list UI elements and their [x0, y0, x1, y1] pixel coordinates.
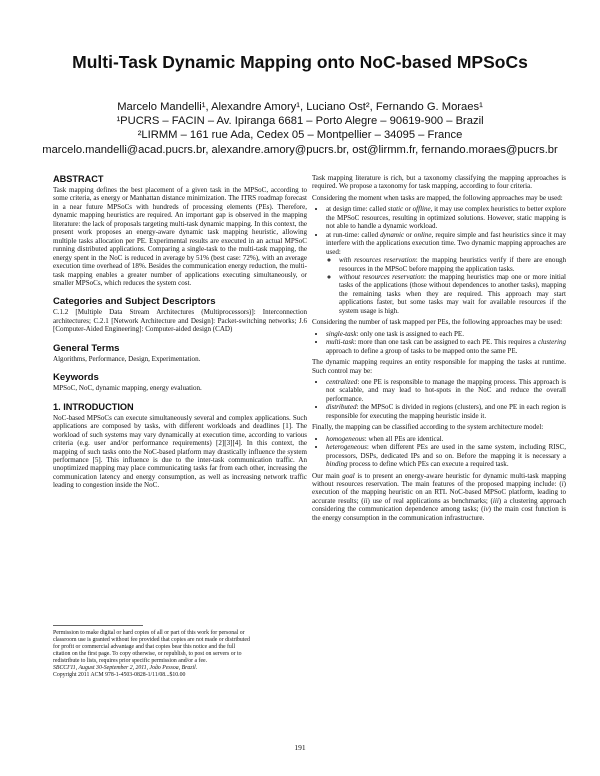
list-item: • homogeneous: when all PEs are identical. — [326, 435, 566, 443]
right-column — [312, 174, 566, 525]
list-item: • multi-task: more than one task can be assigned to each PE. This requires a clustering approach to define a group of tasks to be mapped onto the same PE. — [326, 338, 566, 355]
list-item: • at run-time: called dynamic or online, require simple and fast heuristics since it may interfere with the applications execution time. Two dynamic mapping approaches are used: ◦ with resources reservation: the mapping heuristics verify if there are enough resources in the MPSoC before mapping the application tasks. ◦ without resources reservation: the mapping heuristics map one or more initial tasks of the applications (those without dependences to another tasks), mapping the remaining tasks when they are required. This approach may start applications faster, but some tasks may wait for available resources if the system usage is high. — [326, 231, 566, 316]
categories-text: C.1.2 [Multiple Data Stream Architectures (Multiprocessors)]: Interconnection architectures; C.2.1 [Network Architecture and Design]: Packet-switching networks; J.6 [Computer-Aided Engineering]: Computer-aided design (CAD) — [53, 308, 307, 334]
list-item: • at design time: called static or offline, it may use complex heuristics to better explore the MPSoC resources, resulting in optimized solutions. However, static mapping is not able to handle a dynamic workload. — [326, 205, 566, 230]
categories-heading: Categories and Subject Descriptors — [53, 296, 216, 308]
task-count-list — [312, 330, 566, 355]
goal-paragraph: Our main goal is to present an energy-aware heuristic for dynamic multi-task mapping without resources reservation. The main features of the proposed mapping include: (i) execution of the mapping heuristic on an RTL NoC-based MPSoC platform, leading to accurate results; (ii) use of real applications as benchmarks; (iii) a clustering approach considering the communication dependence among tasks; (iv) the main cost function is the energy consumption in the communication infrastructure. — [312, 471, 567, 522]
dynamic-approaches-list — [326, 256, 566, 315]
abstract-heading: ABSTRACT — [53, 174, 104, 184]
paper-title: Multi-Task Dynamic Mapping onto NoC-based MPSoCs — [72, 52, 528, 72]
taxonomy-paragraph: Task mapping literature is rich, but a taxonomy classifying the mapping approaches is required. We propose a taxonomy for task mapping, according to four criteria. — [312, 174, 566, 191]
list-item: ◦ with resources reservation: the mapping heuristics verify if there are enough resources in the MPSoC before mapping the application tasks. — [339, 256, 566, 273]
list-item: • distributed: the MPSoC is divided in regions (clusters), and one PE in each region is responsible for executing the mapping heuristic inside it. — [326, 403, 566, 420]
list-item: • single-task: only one task is assigned to each PE. — [326, 330, 566, 338]
introduction-heading: 1. INTRODUCTION — [53, 401, 134, 412]
list-item: ◦ without resources reservation: the mapping heuristics map one or more initial tasks of the applications (those without dependences to another tasks), mapping the remaining tasks when they are required. This approach may start applications faster, but some tasks may wait for available resources if the system usage is high. — [339, 273, 566, 315]
conference-line: SBCCI'11, August 30-September 2, 2011, João Pessoa, Brazil. — [53, 665, 198, 671]
control-paragraph: The dynamic mapping requires an entity responsible for mapping the tasks at runtime. Such control may be: — [312, 358, 566, 375]
footnote-rule — [53, 625, 143, 626]
architecture-list — [312, 435, 566, 469]
general-terms-text: Algorithms, Performance, Design, Experimentation. — [53, 354, 201, 363]
architecture-paragraph: Finally, the mapping can be classified according to the system architecture model: — [312, 423, 544, 432]
keywords-heading: Keywords — [53, 372, 99, 384]
list-item: • centralized: one PE is responsible to manage the mapping process. This approach is not scalable, and may lead to hot-spots in the NoC and reduce the overall performance. — [326, 378, 566, 403]
copyright-line: Copyright 2011 ACM 978-1-4503-0828-1/11/08...$10.00 — [53, 672, 186, 678]
affiliation-2: ²LIRMM – 161 rue Ada, Cedex 05 – Montpellier – 34095 – France — [137, 129, 463, 142]
author-emails: marcelo.mandelli@acad.pucrs.br, alexandre.amory@pucrs.br, ost@lirmm.fr, fernando.moraes@pucrs.br — [42, 143, 558, 156]
permission-text: Permission to make digital or hard copies of all or part of this work for personal or classroom use is granted without fee provided that copies are not made or distributed for profit or commercial advantage and that copies bear this notice and the full citation on the first page. To copy otherwise, or republish, to post on servers or to redistribute to lists, requires prior specific permission and/or a fee. — [53, 630, 250, 664]
affiliation-1: ¹PUCRS – FACIN – Av. Ipiranga 6681 – Porto Alegre – 90619-900 – Brazil — [116, 115, 484, 128]
abstract-text: Task mapping defines the best placement of a given task in the MPSoC, according to some criteria, as energy or Manhattan distance minimization. The ITRS roadmap forecast in a near future MPSoCs with hundreds of processing elements (PEs). Therefore, dynamic mapping heuristics are required. An important gap is observed in the mapping literature: the lack of proposals targeting multi-task dynamic mapping. In this context, the present work proposes an energy-aware dynamic task mapping heuristic, allowing multiple tasks allocation per PE. Experimental results are executed in an actual MPSoC running distributed applications. Comparing a single-task to the multi-task mapping, the energy spent in the NoC is reduced in average by 51% (best case: 72%), with an average execution time overhead of 18%. Besides the communication energy reduction, the multi-task mapping enables a greater number of applications executing simultaneously, or smaller MPSoCs, which reduces the system cost. — [53, 186, 307, 287]
author-block — [0, 100, 600, 157]
control-list — [312, 378, 566, 420]
mapping-moment-list — [312, 205, 566, 315]
page-number: 191 — [294, 743, 306, 752]
left-column — [53, 174, 307, 493]
general-terms-heading: General Terms — [53, 342, 120, 354]
keywords-text: MPSoC, NoC, dynamic mapping, energy evaluation. — [53, 384, 202, 393]
mapping-moment-paragraph: Considering the moment when tasks are mapped, the following approaches may be used: — [312, 193, 563, 202]
list-item: • heterogeneous: when different PEs are used in the same system, including RISC, processors, DSPs, dedicated IPs and so on. Before the mapping it is necessary a binding process to define which PEs can execute a required task. — [326, 443, 566, 468]
task-count-paragraph: Considering the number of task mapped per PEs, the following approaches may be used: — [312, 318, 563, 327]
introduction-text: NoC-based MPSoCs can execute simultaneously several and complex applications. Such applications are composed by tasks, with different workloads and deadlines [1]. The workload of such systems may vary dynamically at execution time, according to various criteria (e.g. user and/or performance requirements) [2][3][4]. In this context, the mapping of such tasks onto the NoC-based platform may drastically influence the system performance [5]. This influence is due to the inter-task communication traffic. An unoptimized mapping may place communicating tasks far from each other, increasing the communication latency and energy consumption, as well as increasing network traffic leading to congestion inside the NoC. — [53, 413, 307, 490]
author-names: Marcelo Mandelli¹, Alexandre Amory¹, Luciano Ost², Fernando G. Moraes¹ — [117, 101, 483, 113]
permission-notice — [53, 630, 253, 679]
